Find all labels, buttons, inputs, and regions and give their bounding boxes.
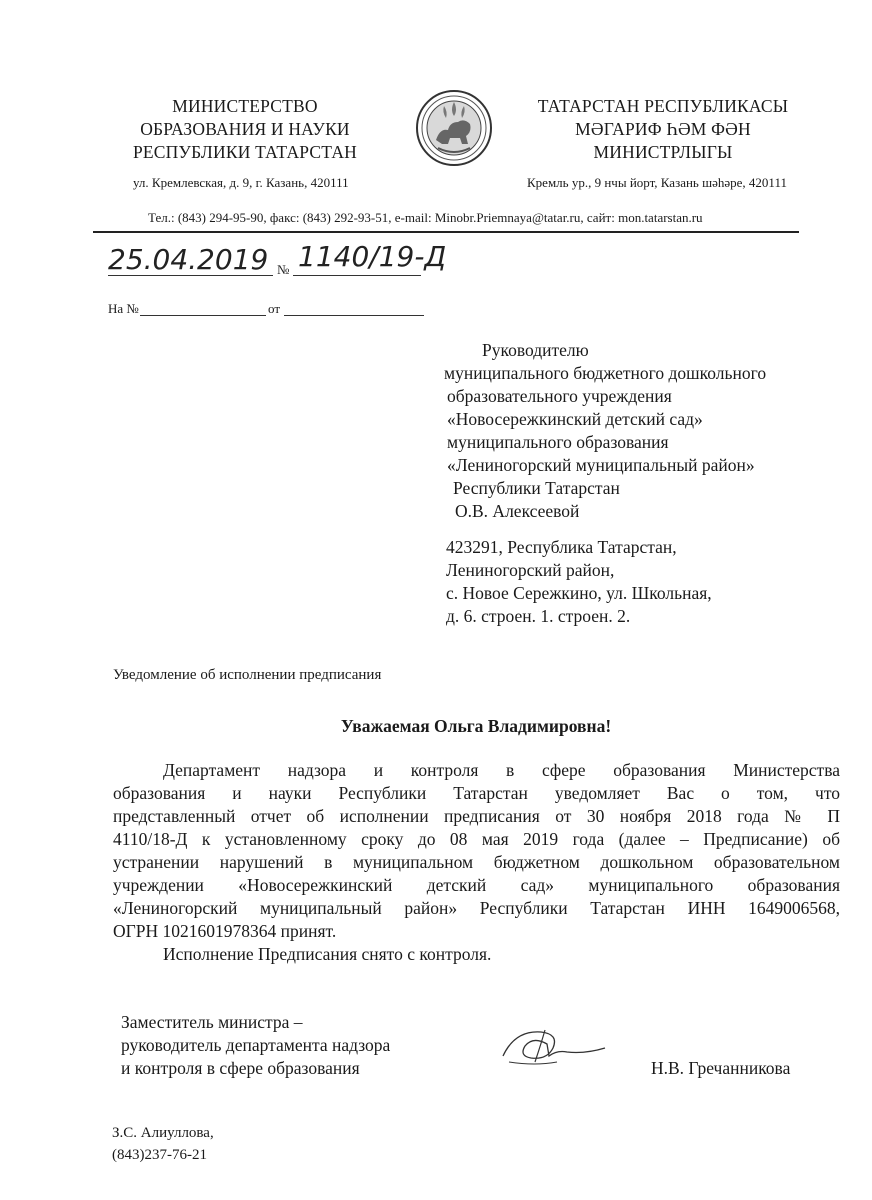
addressee-line: муниципального бюджетного дошкольного [444, 363, 767, 383]
address-ru: ул. Кремлевская, д. 9, г. Казань, 420111 [133, 175, 349, 190]
number-sign: № [277, 262, 290, 277]
signatory-title [121, 1011, 461, 1080]
ministry-name-ru-line1: МИНИСТЕРСТВО [172, 96, 318, 116]
body-line: образования и науки Республики Татарстан уведомляет Вас о том, что [113, 783, 840, 803]
signatory-title-line: руководитель департамента надзора [121, 1035, 391, 1055]
body-paragraph-2: Исполнение Предписания снято с контроля. [163, 944, 492, 964]
address-line: 423291, Республика Татарстан, [446, 537, 677, 557]
address-tt: Кремль ур., 9 нчы йорт, Казань шәһәре, 420111 [527, 175, 787, 190]
registration-date: 25.04.2019 [108, 243, 269, 276]
ministry-name-tt-line1: ТАТАРСТАН РЕСПУБЛИКАСЫ [537, 96, 789, 116]
reference-date-line [284, 315, 424, 316]
ministry-name-ru-line3: РЕСПУБЛИКИ ТАТАРСТАН [132, 142, 357, 162]
header-divider [93, 231, 799, 233]
reference-prefix: На № [108, 301, 139, 316]
salutation: Уважаемая Ольга Владимировна! [340, 716, 612, 736]
executor-phone: (843)237-76-21 [112, 1147, 207, 1163]
registration-number: 1140/19-Д [298, 240, 447, 273]
number-underline [293, 275, 421, 276]
addressee-line: Руководителю [482, 340, 589, 360]
address-line: д. 6. строен. 1. строен. 2. [446, 606, 631, 626]
addressee-block [444, 339, 834, 523]
addressee-line: образовательного учреждения [447, 386, 672, 406]
ministry-name-tt-line3: МИНИСТРЛЫГЫ [593, 142, 733, 162]
contacts-line: Тел.: (843) 294-95-90, факс: (843) 292-93-51, e-mail: Minobr.Priemnaya@tatar.ru, сайт: mon.tatarstan.ru [148, 210, 703, 225]
subject-line: Уведомление об исполнении предписания [113, 667, 382, 683]
ministry-name-tt-line2: МӘГАРИФ ҺӘМ ФӘН [575, 119, 751, 139]
date-underline [108, 275, 273, 276]
ministry-name-ru-line2: ОБРАЗОВАНИЯ И НАУКИ [140, 119, 350, 139]
signatory-title-line: Заместитель министра – [121, 1012, 303, 1032]
reference-number-line [140, 315, 266, 316]
handwritten-signature [495, 1022, 615, 1072]
body-line: «Лениногорский муниципальный район» Республики Татарстан ИНН 1649006568, [113, 898, 840, 918]
addressee-postal-address [446, 536, 836, 628]
body-line: ОГРН 1021601978364 принят. [113, 921, 337, 941]
executor-name: З.С. Алиуллова, [112, 1125, 214, 1141]
addressee-line: «Новосережкинский детский сад» [447, 409, 703, 429]
reference-from: от [268, 301, 281, 316]
signatory-title-line: и контроля в сфере образования [121, 1058, 360, 1078]
tatarstan-emblem-icon [414, 88, 494, 168]
body-line: Департамент надзора и контроля в сфере образования Министерства [163, 760, 840, 780]
addressee-line: Республики Татарстан [453, 478, 620, 498]
body-line: 4110/18-Д к установленному сроку до 08 мая 2019 года (далее – Предписание) об [113, 829, 840, 849]
addressee-line: «Лениногорский муниципальный район» [447, 455, 755, 475]
body-line: представленный отчет об исполнении предписания от 30 ноября 2018 года № П [113, 806, 840, 826]
body-paragraph-1 [113, 759, 840, 943]
addressee-line: муниципального образования [447, 432, 669, 452]
ministry-name-tt [508, 95, 818, 164]
addressee-name: О.В. Алексеевой [455, 501, 580, 521]
executor-block [112, 1122, 214, 1166]
ministry-name-ru [100, 95, 390, 164]
signatory-name: Н.В. Гречанникова [651, 1058, 791, 1078]
address-line: с. Новое Сережкино, ул. Школьная, [446, 583, 712, 603]
body-line: учреждении «Новосережкинский детский сад» муниципального образования [113, 875, 840, 895]
body-line: устранении нарушений в муниципальном бюджетном дошкольном образовательном [113, 852, 840, 872]
address-line: Лениногорский район, [446, 560, 615, 580]
